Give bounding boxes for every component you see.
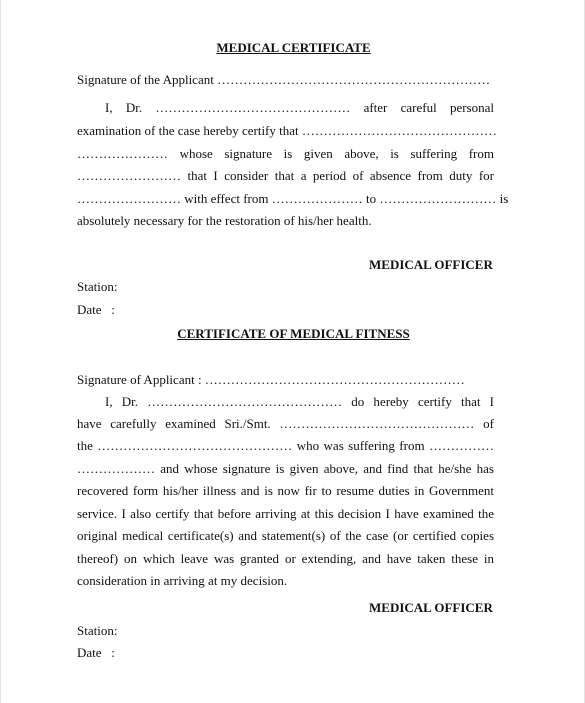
station-label: Station:: [77, 623, 118, 638]
applicant-signature-line: Signature of the Applicant ………………………………………………………: [77, 72, 491, 87]
certificate-body-line: examination of the case hereby certify that ………………………………………: [77, 123, 497, 138]
certificate-body-line: I, Dr. ……………………………………… after careful personal: [105, 100, 494, 115]
date-label: Date :: [77, 302, 115, 317]
station-label: Station:: [77, 279, 118, 294]
certificate-body-line: ………………… whose signature is given above, is suffering from: [77, 146, 494, 161]
certificate-body-line: thereof) on which leave was granted or extending, and have taken these in: [77, 551, 494, 566]
certificate-body-line: recovered form his/her illness and is now fir to resume duties in Government: [77, 483, 494, 498]
certificate-body-line: absolutely necessary for the restoration of his/her health.: [77, 213, 372, 228]
certificate-body-line: …………………… with effect from ………………… to ……………………… is: [77, 191, 509, 206]
date-label: Date :: [77, 645, 115, 660]
medical-certificate-title: MEDICAL CERTIFICATE: [216, 40, 371, 55]
certificate-body-line: …………………… that I consider that a period of absence from duty for: [77, 168, 494, 183]
applicant-signature-line: Signature of Applicant : ……………………………………………………: [77, 372, 465, 387]
medical-officer-label: MEDICAL OFFICER: [369, 600, 493, 615]
certificate-body-line: original medical certificate(s) and statement(s) of the case (or certified copies: [77, 528, 494, 543]
certificate-body-line: I, Dr. ……………………………………… do hereby certify that I: [105, 394, 494, 409]
medical-officer-label: MEDICAL OFFICER: [369, 257, 493, 272]
certificate-body-line: consideration in arriving at my decision.: [77, 573, 288, 588]
certificate-body-line: the ……………………………………… who was suffering from ……………: [77, 438, 494, 453]
certificate-body-line: ……………… and whose signature is given above, and find that he/she has: [77, 461, 494, 476]
certificate-body-line: service. I also certify that before arriving at this decision I have examined the: [77, 506, 494, 521]
certificate-body-line: have carefully examined Sri./Smt. ……………………………………… of: [77, 416, 494, 431]
medical-fitness-title: CERTIFICATE OF MEDICAL FITNESS: [177, 326, 410, 341]
